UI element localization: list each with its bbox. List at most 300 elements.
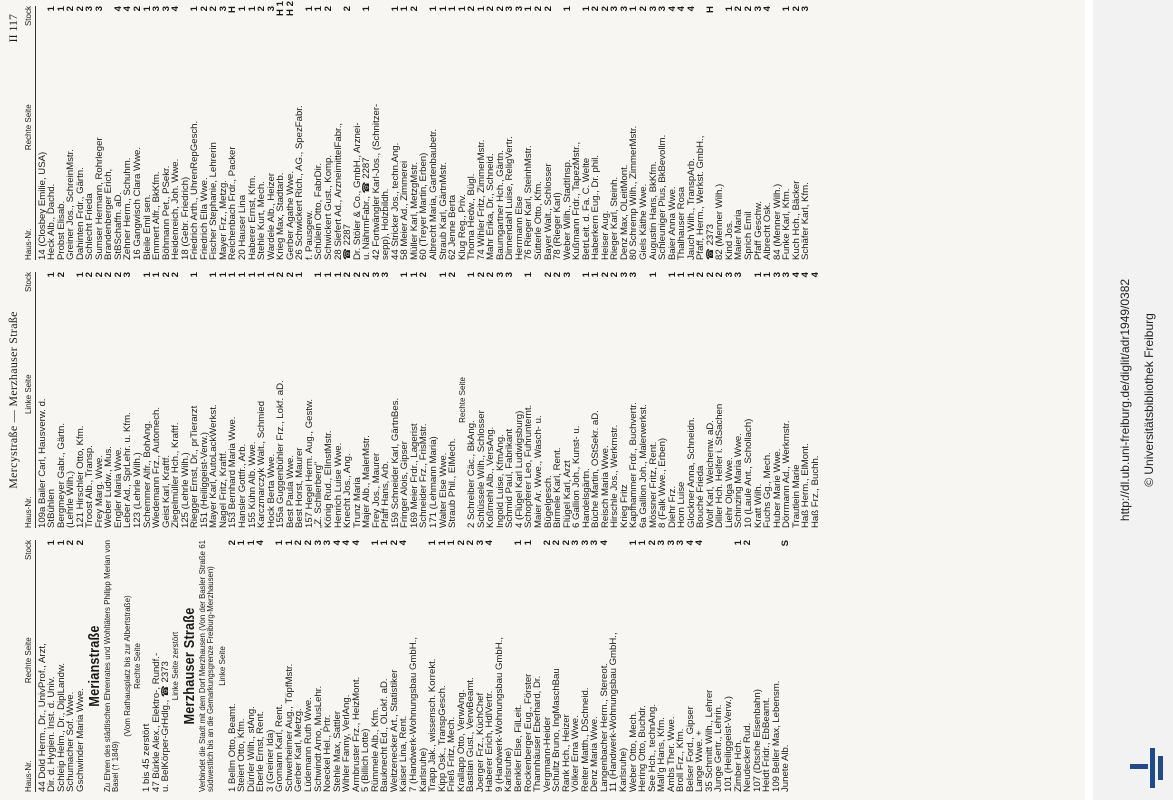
floor-value: 4 xyxy=(666,6,678,12)
resident-text: Belser Ford., Gipser xyxy=(684,706,696,792)
resident-text: Reisch Maria Wwe. xyxy=(599,445,611,528)
resident-text: Stehle Kurt, Mech. xyxy=(256,181,268,260)
resident-text: 159 Schneider Karl, GärtnBes. xyxy=(389,397,401,528)
floor-value: 2 xyxy=(408,6,420,12)
resident-text: 10 (Laule Ant., Schollach) xyxy=(743,418,755,528)
floor-value: 2 xyxy=(65,6,77,12)
resident-text: Herrmann Else xyxy=(513,196,525,260)
column-subheader xyxy=(24,6,36,260)
floor-value: 1 xyxy=(294,272,306,278)
floor-value: S xyxy=(780,540,792,547)
floor-value: 3 xyxy=(474,540,486,546)
floor-value: 1 xyxy=(74,272,86,278)
floor-value: 2 xyxy=(284,272,296,278)
floor-value: 3 xyxy=(609,6,621,12)
resident-text: Gerber Karl, Metzg. xyxy=(293,708,305,792)
resident-text: ☎ 2373 xyxy=(704,224,716,260)
floor-value: 3 xyxy=(647,6,659,12)
resident-text: 1 bis 45 zerstört xyxy=(141,723,153,792)
resident-text: Nagel Fritz, Kraftf. xyxy=(217,450,229,528)
resident-text: Frieß Fritz, Mech. xyxy=(446,716,458,792)
page-header xyxy=(4,0,24,800)
floor-value: 1 xyxy=(628,6,640,12)
resident-text: 101 (Heiliggeist-Verw.) xyxy=(723,696,735,792)
resident-text: Haß Frz., Buchh. xyxy=(809,455,821,528)
resident-text: Dir. d. Hygien. Inst. d. Univ. xyxy=(46,676,58,792)
floor-value: 4 xyxy=(341,540,353,546)
floor-value: 3 xyxy=(589,540,601,546)
resident-text: 58 Meier Ad., Zimmerei xyxy=(399,160,411,260)
resident-entry xyxy=(76,540,86,792)
subheader-label: Rechte Seite xyxy=(24,637,33,684)
resident-text: Leber Ad., SprLehr. u. Kfm. xyxy=(122,412,134,528)
floor-value: 1 xyxy=(256,272,268,278)
resident-text: Glockner Anna, Schneidn. xyxy=(685,417,697,528)
resident-text: 62 Jenne Berta xyxy=(447,194,459,260)
resident-text: Jauch Wilh., TranspArb. xyxy=(685,158,697,260)
floor-value: 3 xyxy=(570,540,582,546)
resident-text: Bauknecht Ed., OLokf. aD. xyxy=(379,678,391,792)
column-3 xyxy=(24,1,1079,260)
floor-value: 1 xyxy=(590,272,602,278)
floor-value: 2 xyxy=(361,272,373,278)
floor-value: 1 xyxy=(447,6,459,12)
floor-value: 1 xyxy=(217,272,229,278)
resident-text: Wihler Fanny, VerlAng. xyxy=(341,694,353,792)
resident-text: 76 Rieger Karl, SteinhMstr. xyxy=(523,145,535,260)
floor-value: 2 xyxy=(552,272,564,278)
resident-text: 5 (Billich Lotte) xyxy=(360,728,372,792)
resident-text: Sprich Emil xyxy=(743,211,755,260)
resident-text: 11 (Handwerk-Wohnungsbau GmbH., xyxy=(608,632,620,792)
floor-value: 1 xyxy=(475,6,487,12)
source-sidebar xyxy=(1093,0,1173,800)
resident-text: Zehner Herm., Schuhm. xyxy=(122,157,134,260)
floor-value: 2 xyxy=(198,6,210,12)
floor-value: 2 xyxy=(132,6,144,12)
floor-value: 4 xyxy=(684,540,696,546)
floor-value: 1 xyxy=(466,272,478,278)
resident-text: Kußmann Frdr., TapezMstr., xyxy=(571,141,583,260)
resident-text: Langenbacher Herm., Stereot. xyxy=(598,662,610,792)
resident-text: Stehle Max, Sattler xyxy=(331,710,343,792)
resident-text: Brandenberger Erich, xyxy=(103,168,115,260)
resident-text: Krieg Max, Stadtarb. xyxy=(275,172,287,260)
floor-value: 1 xyxy=(427,540,439,546)
resident-text: Schwickert Gust., Komp. xyxy=(322,154,334,260)
resident-text: 44 Stricker Jos., techn.Ang. xyxy=(389,142,401,260)
resident-text: 155a Guggenbühler Frz., Lokf. aD. xyxy=(275,380,287,528)
resident-text: Liehr Olga Wwe. xyxy=(723,457,735,528)
resident-text: Augustin Hans, BkKfm. xyxy=(647,161,659,260)
resident-text: Pfaff Geschw. xyxy=(752,200,764,260)
floor-value: 3 xyxy=(322,540,334,546)
page-number: II 117 xyxy=(6,14,20,43)
floor-value: 3 xyxy=(723,272,735,278)
resident-text: Kapfhammer Frdr., Buchvertr. xyxy=(628,402,640,528)
floor-value: 1 xyxy=(637,540,649,546)
resident-text: Karczmarczyk Walt., Schmied xyxy=(256,400,268,528)
floor-value: 1 xyxy=(666,272,678,278)
floor-value: 2 xyxy=(112,272,124,278)
floor-value: 3 xyxy=(151,6,163,12)
resident-text: Bayer Walt., Schlosser xyxy=(542,163,554,260)
floor-value: 2 xyxy=(160,272,172,278)
resident-text: Gschwinder Maria Wwe. xyxy=(74,688,86,792)
resident-text: Schwindt Arno, MusLehr. xyxy=(312,685,324,792)
floor-value: 2 xyxy=(542,272,554,278)
resident-text: Kind Jos. xyxy=(723,220,735,260)
floor-value: 1 xyxy=(523,6,535,12)
floor-value: 1 xyxy=(781,6,793,12)
resident-entry xyxy=(448,272,458,528)
floor-value: 1 xyxy=(245,540,257,546)
ub-freiburg-logo-icon xyxy=(1128,746,1168,790)
resident-text: Neudecker Rud. xyxy=(742,722,754,792)
floor-value: 1 xyxy=(732,540,744,546)
floor-value: 4 xyxy=(170,6,182,12)
resident-text: Fuchs Gg., Mech. xyxy=(762,452,774,528)
floor-value: 3 xyxy=(122,272,134,278)
subheader-label: Stock xyxy=(24,540,33,561)
resident-text: Wolf Karl, Weichenw. aD. xyxy=(704,420,716,528)
floor-value: 3 xyxy=(628,272,640,278)
resident-text: Straub Phil., ElMech. xyxy=(447,438,459,528)
floor-value: 2 xyxy=(638,6,649,12)
resident-text: Knecht Jos., Ang. xyxy=(342,453,354,528)
resident-text: Schleip Helm., Dr., DiplLandw. xyxy=(55,662,67,792)
resident-text: Majer Alb., MalerMstr. xyxy=(361,435,373,528)
resident-text: 80 Schremp Wilh., ZimmerMstr. xyxy=(628,125,640,260)
resident-text: Diehr Frz. xyxy=(666,485,678,528)
column-subheader xyxy=(24,540,36,792)
floor-value: 1 xyxy=(647,272,659,278)
resident-text: Horn Luise xyxy=(676,481,688,528)
resident-text: Lange Wwe. + xyxy=(694,730,706,792)
floor-value: 4 xyxy=(809,272,821,278)
resident-text: Flügel Karl, Arzt xyxy=(561,460,573,528)
floor-value: 2 xyxy=(103,272,115,278)
floor-value: 2 xyxy=(93,272,105,278)
subheader-label: Stock xyxy=(24,272,33,293)
floor-value: 2 xyxy=(609,272,621,278)
floor-value: 2 xyxy=(322,6,334,12)
floor-value: 1 xyxy=(379,540,391,546)
floor-value: 1 xyxy=(446,540,458,546)
resident-text: Junete Alb. xyxy=(780,744,792,792)
floor-value: 1 xyxy=(189,6,201,12)
subheader-label: Stock xyxy=(24,6,33,27)
resident-text: u. NährmFabr., ☎ 2287 xyxy=(361,157,373,260)
floor-value: 2 xyxy=(560,540,572,546)
floor-value: 1 xyxy=(762,272,774,278)
floor-value: 2 xyxy=(541,540,553,546)
resident-text: f. Pausgew. xyxy=(303,210,315,260)
floor-value: 1 xyxy=(227,272,239,278)
resident-text: Klug Reg., Priv. xyxy=(456,194,468,260)
floor-value: 3 xyxy=(504,6,516,12)
resident-text: 74 Wihler Fritz, ZimmerMstr. xyxy=(475,139,487,260)
resident-text: 2 Schreiber Cäc., BkAng. xyxy=(466,420,478,528)
floor-value: 4 xyxy=(331,540,343,546)
resident-entry xyxy=(696,6,706,260)
floor-value: 1 xyxy=(369,540,381,546)
floor-value: 3 xyxy=(665,540,677,546)
floor-value: 1 xyxy=(427,6,439,12)
subheader-label: Linke Seite xyxy=(24,374,33,415)
resident-text: Haberer Ernst, Kfm. xyxy=(246,175,258,260)
resident-entry xyxy=(334,6,344,260)
resident-text: 3 (Greiner Ida) xyxy=(264,729,276,792)
floor-value: 1 xyxy=(437,272,449,278)
resident-text: Völker Erna Wwe. xyxy=(570,715,582,792)
resident-text: Schleuniger Pius, BkBevollm. xyxy=(657,134,669,260)
floor-value: 2 xyxy=(704,272,716,278)
resident-text: Vergmann-Heider xyxy=(541,716,553,792)
street-description: Zu Ehren des städtischen Ehrenrates und Wohltäters Philipp Merian von Basel († 1849) xyxy=(102,540,121,792)
resident-text: 151 (Heiliggeist-Verw.) xyxy=(198,432,210,528)
resident-entry xyxy=(801,6,811,260)
resident-text: StBühlen xyxy=(46,489,58,528)
floor-value: 4 xyxy=(790,272,802,278)
subheader-label: Haus-Nr. xyxy=(24,228,33,260)
resident-text: Sütterle Otto, Kfm. xyxy=(532,181,544,260)
resident-text: Hirschle Jos., Werkmstr. xyxy=(609,424,621,528)
resident-text: 78 (Rieger Karl) xyxy=(552,192,564,260)
floor-value: 3 xyxy=(265,6,277,12)
floor-value: 1 xyxy=(399,272,411,278)
resident-text: Wiedemann Frz., Automech. xyxy=(151,406,163,528)
floor-value: 2 xyxy=(275,272,287,278)
floor-value: 1 xyxy=(437,6,449,12)
resident-text: Schinzing Maria Wwe. xyxy=(733,433,745,528)
source-url[interactable]: http://dl.ub.uni-freiburg.de/diglit/adr1949/0382 xyxy=(1118,278,1132,522)
floor-value: 1 xyxy=(561,6,573,12)
resident-text: Pfaff, Herm., Werkst. GmbH., xyxy=(695,135,707,260)
resident-text: Best Horst, Maurer xyxy=(294,447,306,528)
floor-value: 1 xyxy=(237,6,249,12)
resident-text: Dürrler Wilh., stAng. xyxy=(245,706,257,792)
floor-value: 1 xyxy=(627,540,639,546)
floor-value: 3 xyxy=(312,540,324,546)
resident-text: Heck Alb., Dachd. xyxy=(46,183,58,260)
floor-value: 4 xyxy=(398,540,410,546)
resident-text: 14 (Closbey Emilie, USA) xyxy=(36,151,48,260)
floor-value: H 2 xyxy=(284,1,296,16)
copyright-notice: © Universitätsbibliothek Freiburg xyxy=(1142,313,1156,487)
resident-text: „Z. Schlierberg" xyxy=(313,461,325,528)
resident-text: Bügelgesch. xyxy=(542,475,554,528)
resident-text: Best Paula Wwe. xyxy=(284,454,296,528)
resident-text: Schumacher Sof. Wwe. xyxy=(65,691,77,792)
resident-text: Frey Marg. Wwe. xyxy=(93,454,105,528)
floor-value: 1 xyxy=(189,272,201,278)
resident-text: StBSchaffn. aD. xyxy=(112,191,124,260)
resident-text: Riegger Ernst, Dr., prTierarzt xyxy=(189,405,201,528)
resident-text: Schwerheimer Aug., TöpfMstr. xyxy=(283,663,295,792)
resident-text: Schülein Otto, FabrDir. xyxy=(313,162,325,260)
floor-value: 1 xyxy=(522,540,534,546)
floor-value: 3 xyxy=(771,272,783,278)
resident-text: Hering Otto, Buchdr. xyxy=(637,705,649,792)
floor-value: 1 xyxy=(723,6,735,12)
floor-value: 3 xyxy=(561,272,573,278)
resident-text: Bleile Emil sen. xyxy=(141,194,153,260)
resident-text: 6a Gallion Joh., Malerwerkst. xyxy=(638,404,649,528)
floor-value: 2 xyxy=(256,6,268,12)
resident-text: Frey Jos., Maurer xyxy=(370,452,382,528)
floor-value: 1 xyxy=(313,272,325,278)
subheader-label: Rechte Seite xyxy=(24,104,33,151)
resident-text: Ambs Ther. Wwe. xyxy=(665,716,677,792)
page-title: Mercystraße — Merzhauser Straße xyxy=(6,311,20,489)
floor-value: 2 xyxy=(74,6,86,12)
floor-value: 3 xyxy=(656,540,668,546)
floor-value: 4 xyxy=(676,6,688,12)
floor-value: 2 xyxy=(74,540,86,546)
resident-text: 35 Schmitt Wilh., Lehrer xyxy=(703,689,715,792)
resident-text: Maier Maria xyxy=(733,209,745,260)
floor-value: 1 xyxy=(236,540,248,546)
floor-value: 4 xyxy=(112,6,124,12)
resident-text: Sumser Hermann, Rohrleger xyxy=(93,137,105,260)
resident-text: Benkler Else, FilLeit. xyxy=(512,704,524,792)
floor-value: 2 xyxy=(226,540,238,546)
resident-text: Emmert Alfr., BkKfm. xyxy=(151,171,163,260)
resident-entry xyxy=(161,540,171,792)
floor-value: 1 xyxy=(246,272,258,278)
section-label: Rechte Seite xyxy=(457,377,467,423)
resident-text: Albrecht Osk. xyxy=(762,202,774,260)
resident-text: 84 (Menner Wilh.) xyxy=(771,183,783,260)
floor-value: 3 xyxy=(494,272,506,278)
floor-value: 1 xyxy=(436,540,448,546)
resident-text: Dr. Stöler & Co., GmbH., Arznei- xyxy=(351,122,363,260)
resident-text: Greiner Jos., SchreinMstr. xyxy=(65,149,77,260)
resident-text: Schlüssele Wilh., Schlosser xyxy=(475,410,487,528)
floor-value: 2 xyxy=(599,272,611,278)
resident-text: 123 (Lehrle Wilh.) xyxy=(132,452,144,528)
resident-text: Haberkern Eug., Dr. phil. xyxy=(590,154,602,260)
floor-value: 2 xyxy=(342,6,354,12)
resident-text: Schemmer Alfr., BohAng. xyxy=(141,420,153,528)
resident-text: Krieg Fritz xyxy=(618,484,630,528)
resident-text: Noeckel Hel., Prtr. xyxy=(322,714,334,792)
floor-value: 2 xyxy=(170,272,182,278)
floor-value: H 1 xyxy=(275,1,287,16)
resident-text: Walter Else Wwe. xyxy=(437,452,449,528)
floor-value: 2 xyxy=(599,6,611,12)
floor-value: 1 xyxy=(55,6,67,12)
floor-value: 2 xyxy=(742,540,754,546)
floor-value: 2 xyxy=(466,6,478,12)
resident-text: 16 Gangwisch Clara Wwe. xyxy=(132,146,144,260)
resident-text: Probst Elisab. xyxy=(55,200,67,260)
resident-text: Kipp Osk., TranspGesch. xyxy=(436,685,448,792)
resident-text: Thannhäuser Eberhard, Dr. xyxy=(532,675,544,792)
floor-value: 3 xyxy=(504,272,516,278)
floor-value: 2 xyxy=(733,6,745,12)
floor-value: 2 xyxy=(590,6,602,12)
resident-text: 153 Bernhard Maria Wwe. xyxy=(227,416,239,528)
floor-value: 2 xyxy=(447,272,459,278)
resident-text: Rieger Karl, Steinh. xyxy=(609,176,621,260)
floor-value: 4 xyxy=(800,272,812,278)
resident-text: Haberer Erich, HdlVertr. xyxy=(484,690,496,792)
resident-entry xyxy=(781,540,791,792)
resident-text: Thoma Hedw., Bügl. xyxy=(466,173,478,260)
resident-text: Schlecht Frieda xyxy=(84,193,96,260)
resident-text: u. BelKörper-GrHdlg., ☎ 2373 xyxy=(160,661,172,792)
floor-value: 3 xyxy=(160,6,172,12)
floor-value: 3 xyxy=(380,272,392,278)
resident-text: Joerger Frz., KüchChef xyxy=(474,692,486,792)
column-subheader xyxy=(24,272,36,528)
resident-text: Schultz Bruno, IngMaschBau xyxy=(551,668,563,792)
resident-text: Trunz Maria xyxy=(351,477,363,528)
resident-text: Mall'g Hans, Kfm. xyxy=(656,717,668,792)
resident-text: 121 Hirschler Otto, Kfm. xyxy=(74,425,86,528)
floor-value: 2 xyxy=(388,540,400,546)
resident-text: Henrich Luise Wwe. xyxy=(332,442,344,528)
resident-text: Dörrmann Ad., Werkmstr. xyxy=(781,420,793,528)
floor-value: 2 xyxy=(475,272,487,278)
floor-value: 1 xyxy=(523,272,535,278)
resident-text: Huber Marie Wwe. xyxy=(771,448,783,528)
resident-text: Gerber Agathe Wwe. xyxy=(284,170,296,260)
section-label: (Vom Rathausplatz bis zur Albertstraße) xyxy=(123,595,133,737)
resident-text: Mahr Erika, Dr., Schneid. xyxy=(485,153,497,260)
floor-value: 1 xyxy=(313,6,325,12)
subheader-label: Haus-Nr. xyxy=(24,760,33,792)
resident-text: Dinnendahl Luise, ReligVertr. xyxy=(504,136,516,260)
floor-value: 1 xyxy=(46,540,58,546)
floor-value: 3 xyxy=(675,540,687,546)
resident-text: 6 Gallion Joh., Kunst- u. xyxy=(571,425,583,528)
floor-value: 1 xyxy=(141,6,153,12)
resident-text: 171 (Lehmann Maria) xyxy=(427,436,439,528)
floor-value: 3 xyxy=(800,6,812,12)
floor-value: 1 xyxy=(361,6,373,12)
resident-text: Denz Maria Wwe. xyxy=(589,716,601,792)
section-label: Linke Seite xyxy=(218,646,228,686)
resident-text: Armbruster Frz., HeizMont. xyxy=(350,676,362,792)
floor-value: 4 xyxy=(255,540,267,546)
floor-value: 2 xyxy=(542,6,554,12)
resident-text: Weitzenecker Art., Statistiker xyxy=(388,669,400,792)
resident-text: 47 Bürkle Alex., Elektro-, Rundf.- xyxy=(150,652,162,792)
floor-value: 4 xyxy=(685,6,697,12)
resident-text: Hock Berta Wwe. xyxy=(265,453,277,528)
resident-text: Heidenreich, Joh. Wwe. xyxy=(170,158,182,260)
floor-value: 2 xyxy=(494,6,506,12)
resident-text: 169 Meier Frdr., Lagerist xyxy=(408,423,420,528)
floor-value: 1 xyxy=(676,272,688,278)
resident-text: Ingold Luise, KfmAng. xyxy=(494,434,506,528)
floor-value: 3 xyxy=(84,6,96,12)
floor-value: 2 xyxy=(455,540,467,546)
floor-value: 3 xyxy=(733,272,745,278)
resident-text: Weber Otto, Mech. xyxy=(627,711,639,792)
floor-value: 1 xyxy=(283,540,295,546)
floor-value: 2 xyxy=(551,540,563,546)
street-heading: Merzhauser Straße xyxy=(181,607,199,725)
floor-value: 4 xyxy=(598,540,610,546)
street-heading: Merianstraße xyxy=(86,625,104,707)
resident-text: Schmid Paul, Fabrikant xyxy=(504,428,516,528)
column-2 xyxy=(24,272,1079,528)
resident-text: Handelsgärtn. xyxy=(580,468,592,528)
